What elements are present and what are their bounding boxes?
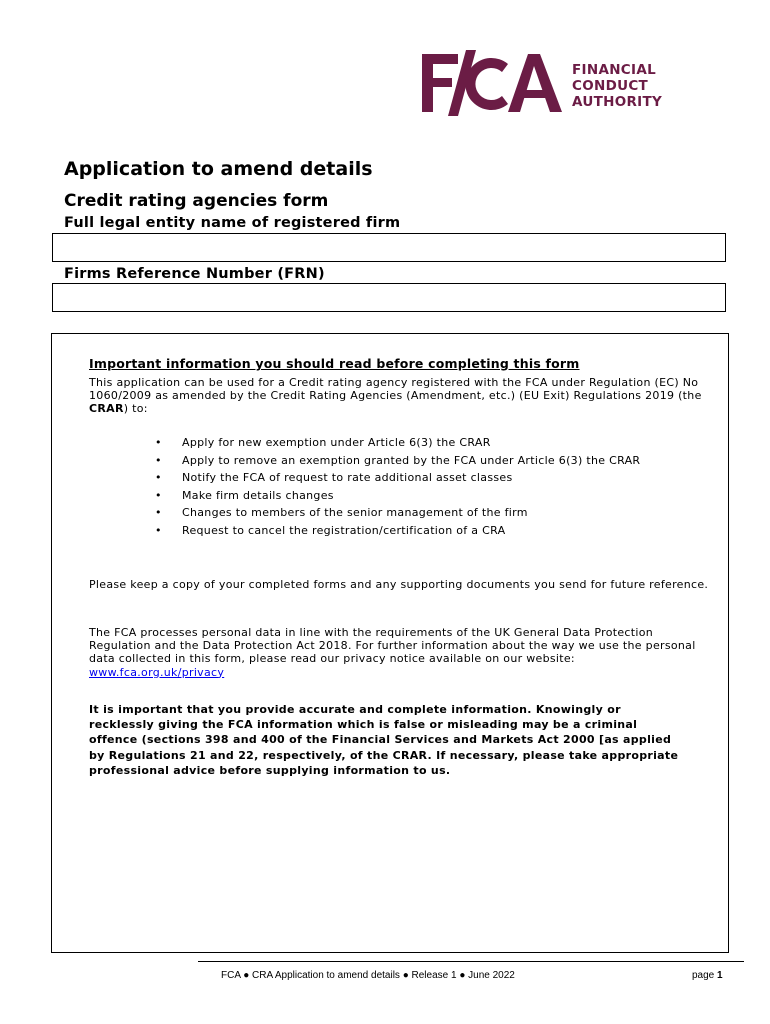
footer-divider xyxy=(198,961,744,962)
bullet-icon: • xyxy=(155,488,162,502)
keep-copy-paragraph: Please keep a copy of your completed forms and any supporting documents you send for future reference. xyxy=(89,578,709,591)
page-title: Application to amend details xyxy=(64,158,373,180)
intro-text-bold: CRAR xyxy=(89,402,124,416)
bullet-icon: • xyxy=(155,471,162,485)
intro-text-a: This application can be used for a Credit rating agency registered with the FCA under Regulation (EC) No 1060/2009 as amended by the Credit Rating Agencies (Amendment, etc.) (EU Exit) Regulations 2019 (the xyxy=(89,376,702,403)
fca-logo-mark xyxy=(422,50,562,116)
list-item-text: Apply for new exemption under Article 6(3) the CRAR xyxy=(182,436,491,449)
list-item-text: Notify the FCA of request to rate additional asset classes xyxy=(182,471,513,485)
bullet-icon: • xyxy=(155,506,162,520)
fca-logo-wordmark xyxy=(572,62,662,110)
bullet-icon: • xyxy=(155,523,162,537)
page-number xyxy=(692,970,723,981)
entity-name-label: Full legal entity name of registered firm xyxy=(64,215,401,231)
intro-text-b: ) to: xyxy=(123,402,148,416)
footer-text: FCA ● CRA Application to amend details ● Release 1 ● June 2022 xyxy=(221,970,515,981)
frn-label: Firms Reference Number (FRN) xyxy=(64,266,325,282)
privacy-text: The FCA processes personal data in line with the requirements of the UK General Data Protection Regulation and the Data Protection Act 2018. For further information about the way we use the personal data collected in this form, please read our privacy notice available on our website: xyxy=(89,626,696,666)
warning-paragraph: It is important that you provide accurate and complete information. Knowingly or recklessly giving the FCA information which is false or misleading may be a criminal offence (sections 398 and 400 of the Financial Services and Markets Act 2000 [as applied by Regulations 21 and 22, respectively, of the CRAR. If necessary, please take appropriate professional advice before supplying information to us. xyxy=(89,703,679,777)
list-item-text: Request to cancel the registration/certification of a CRA xyxy=(182,523,506,537)
fca-logo xyxy=(422,50,682,116)
bullet-icon: • xyxy=(155,436,162,449)
logo-line-2: CONDUCT xyxy=(572,78,649,94)
privacy-paragraph xyxy=(89,626,714,679)
logo-line-3: AUTHORITY xyxy=(572,94,663,110)
bullet-icon: • xyxy=(155,453,162,467)
intro-paragraph xyxy=(89,376,714,416)
page-number-value: 1 xyxy=(717,970,723,981)
privacy-link[interactable]: www.fca.org.uk/privacy xyxy=(89,665,225,679)
page-label: page xyxy=(692,970,718,981)
entity-name-field[interactable] xyxy=(52,233,726,262)
info-heading: Important information you should read before completing this form xyxy=(89,356,580,371)
frn-field[interactable] xyxy=(52,283,726,312)
list-item-text: Changes to members of the senior management of the firm xyxy=(182,506,528,520)
logo-line-1: FINANCIAL xyxy=(572,62,656,78)
list-item-text: Make firm details changes xyxy=(182,488,334,502)
form-subtitle: Credit rating agencies form xyxy=(64,191,329,211)
list-item-text: Apply to remove an exemption granted by the FCA under Article 6(3) the CRAR xyxy=(182,453,641,467)
